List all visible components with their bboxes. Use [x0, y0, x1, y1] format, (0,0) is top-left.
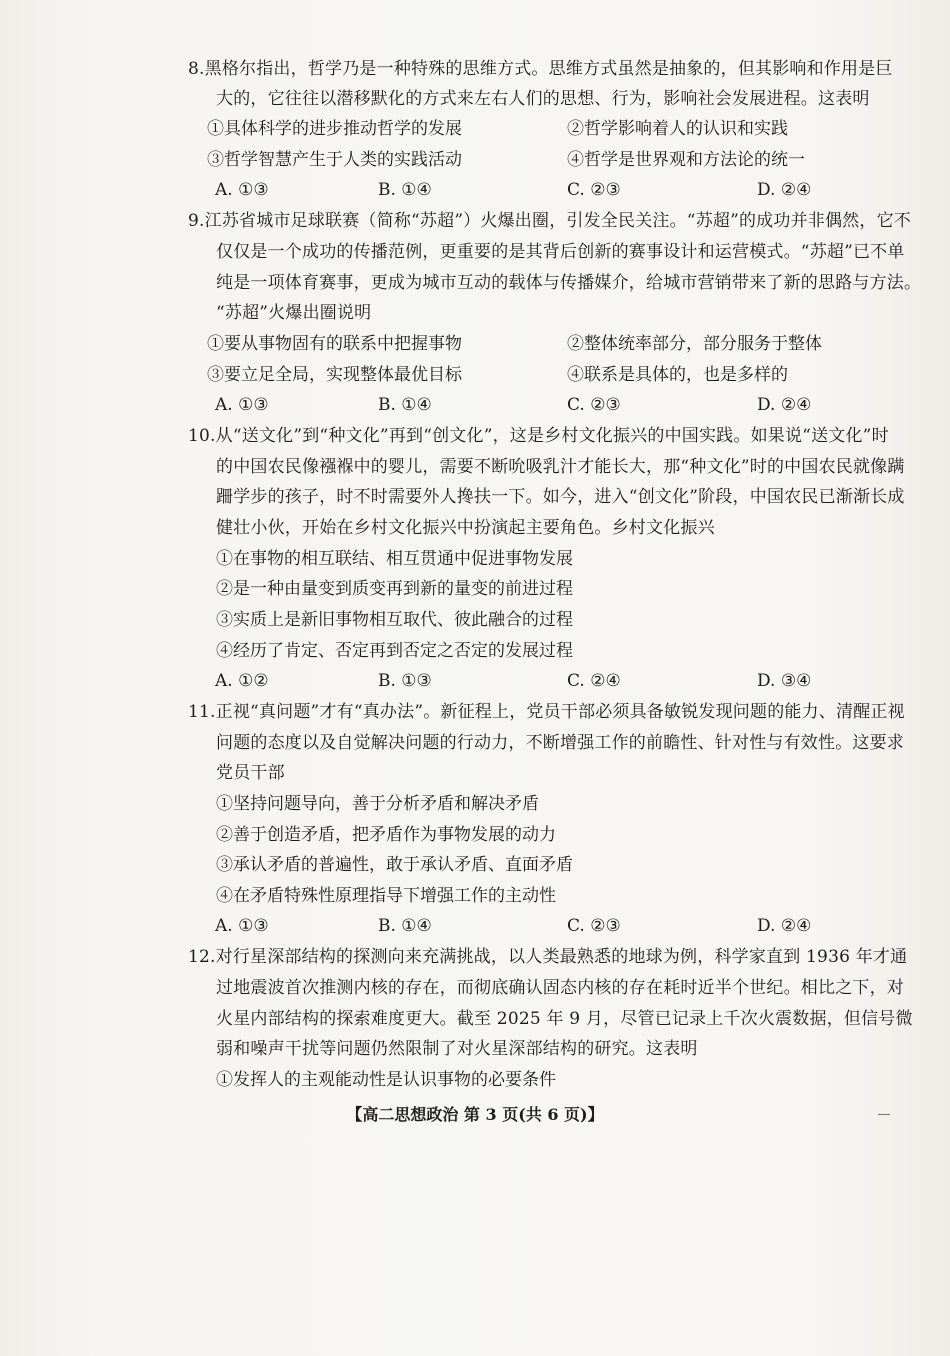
question-9-item-2: ②整体统率部分，部分服务于整体 [567, 334, 822, 354]
question-9-stem-line-3: 纯是一项体育赛事，更成为城市互动的载体与传播媒介，给城市营销带来了新的思路与方法。 [216, 273, 922, 293]
question-8-stem-line-2: 大的，它往往以潜移默化的方式来左右人们的思想、行为，影响社会发展进程。这表明 [216, 89, 870, 109]
question-10-stem-line-3: 跚学步的孩子，时不时需要外人搀扶一下。如今，进入“创文化”阶段，中国农民已渐渐长成 [216, 487, 905, 507]
question-8-number: 8. [188, 59, 205, 79]
question-11-item-1: ①坚持问题导向，善于分析矛盾和解决矛盾 [216, 794, 539, 814]
question-9-stem-line-1: 9.江苏省城市足球联赛（简称“苏超”）火爆出圈，引发全民关注。“苏超”的成功并非偶然，它不 [188, 211, 911, 231]
question-9-number: 9. [188, 211, 205, 231]
question-11-stem-line-2: 问题的态度以及自觉解决问题的行动力，不断增强工作的前瞻性、针对性与有效性。这要求 [216, 733, 904, 753]
question-10-choice-c[interactable]: C. ②④ [567, 671, 621, 691]
question-10-stem-line-2: 的中国农民像襁褓中的婴儿，需要不断吮吸乳汁才能长大，那“种文化”时的中国农民就像蹒 [216, 457, 905, 477]
question-11-choice-a[interactable]: A. ①③ [215, 916, 269, 936]
question-11-stem-line-1: 11.正视“真问题”才有“真办法”。新征程上，党员干部必须具备敏锐发现问题的能力、清醒正视 [188, 702, 905, 722]
question-9-item-4: ④联系是具体的，也是多样的 [567, 365, 788, 385]
question-10-item-3: ③实质上是新旧事物相互取代、彼此融合的过程 [216, 610, 573, 630]
question-11-item-2: ②善于创造矛盾，把矛盾作为事物发展的动力 [216, 825, 556, 845]
question-10-number: 10. [188, 426, 216, 446]
question-12-number: 12. [188, 947, 216, 967]
question-8-choice-d[interactable]: D. ②④ [757, 180, 812, 200]
question-10-stem-line-1: 10.从“送文化”到“种文化”再到“创文化”，这是乡村文化振兴的中国实践。如果说“送文化”时 [188, 426, 889, 446]
question-11-choice-d[interactable]: D. ②④ [757, 916, 812, 936]
question-8-item-1: ①具体科学的进步推动哲学的发展 [207, 119, 462, 139]
question-10-item-4: ④经历了肯定、否定再到否定之否定的发展过程 [216, 641, 573, 661]
question-9-choice-d[interactable]: D. ②④ [757, 395, 812, 415]
question-9-stem-line-4: “苏超”火爆出圈说明 [216, 303, 372, 323]
question-12-item-1: ①发挥人的主观能动性是认识事物的必要条件 [216, 1070, 556, 1090]
page-footer: 【高二思想政治 第 3 页(共 6 页)】 [346, 1105, 604, 1124]
question-9-stem-line-2: 仅仅是一个成功的传播范例，更重要的是其背后创新的赛事设计和运营模式。“苏超”已不单 [216, 242, 905, 262]
question-9-item-3: ③要立足全局，实现整体最优目标 [207, 365, 462, 385]
question-12-stem-line-2: 过地震波首次推测内核的存在，而彻底确认固态内核的存在耗时近半个世纪。相比之下，对 [216, 978, 904, 998]
question-10-choice-a[interactable]: A. ①② [215, 671, 269, 691]
question-11-number: 11. [188, 702, 216, 722]
question-11-item-3: ③承认矛盾的普遍性，敢于承认矛盾、直面矛盾 [216, 855, 573, 875]
question-8-stem-line-1: 8.黑格尔指出，哲学乃是一种特殊的思维方式。思维方式虽然是抽象的，但其影响和作用是巨 [188, 59, 893, 79]
question-8-choice-c[interactable]: C. ②③ [567, 180, 621, 200]
question-11-choice-b[interactable]: B. ①④ [378, 916, 432, 936]
question-8-item-2: ②哲学影响着人的认识和实践 [567, 119, 788, 139]
question-9-choice-b[interactable]: B. ①④ [378, 395, 432, 415]
question-12-stem-line-4: 弱和噪声干扰等问题仍然限制了对火星深部结构的研究。这表明 [216, 1039, 698, 1059]
question-10-item-2: ②是一种由量变到质变再到新的量变的前进过程 [216, 579, 573, 599]
question-8-item-4: ④哲学是世界观和方法论的统一 [567, 150, 805, 170]
question-10-choice-b[interactable]: B. ①③ [378, 671, 432, 691]
question-10-stem-line-4: 健壮小伙，开始在乡村文化振兴中扮演起主要角色。乡村文化振兴 [216, 518, 715, 538]
corner-mark [878, 1114, 890, 1115]
question-8-item-3: ③哲学智慧产生于人类的实践活动 [207, 150, 462, 170]
question-9-choice-c[interactable]: C. ②③ [567, 395, 621, 415]
question-11-stem-line-3: 党员干部 [216, 763, 285, 783]
question-11-item-4: ④在矛盾特殊性原理指导下增强工作的主动性 [216, 886, 556, 906]
question-9-choice-a[interactable]: A. ①③ [215, 395, 269, 415]
question-8-choice-a[interactable]: A. ①③ [215, 180, 269, 200]
question-10-choice-d[interactable]: D. ③④ [757, 671, 812, 691]
question-12-stem-line-3: 火星内部结构的探索难度更大。截至 2025 年 9 月，尽管已记录上千次火震数据，但信号微 [216, 1009, 913, 1029]
question-11-choice-c[interactable]: C. ②③ [567, 916, 621, 936]
question-10-item-1: ①在事物的相互联结、相互贯通中促进事物发展 [216, 549, 573, 569]
question-9-item-1: ①要从事物固有的联系中把握事物 [207, 334, 462, 354]
question-12-stem-line-1: 12.对行星深部结构的探测向来充满挑战，以人类最熟悉的地球为例，科学家直到 1936 年才通 [188, 947, 908, 967]
question-8-choice-b[interactable]: B. ①④ [378, 180, 432, 200]
